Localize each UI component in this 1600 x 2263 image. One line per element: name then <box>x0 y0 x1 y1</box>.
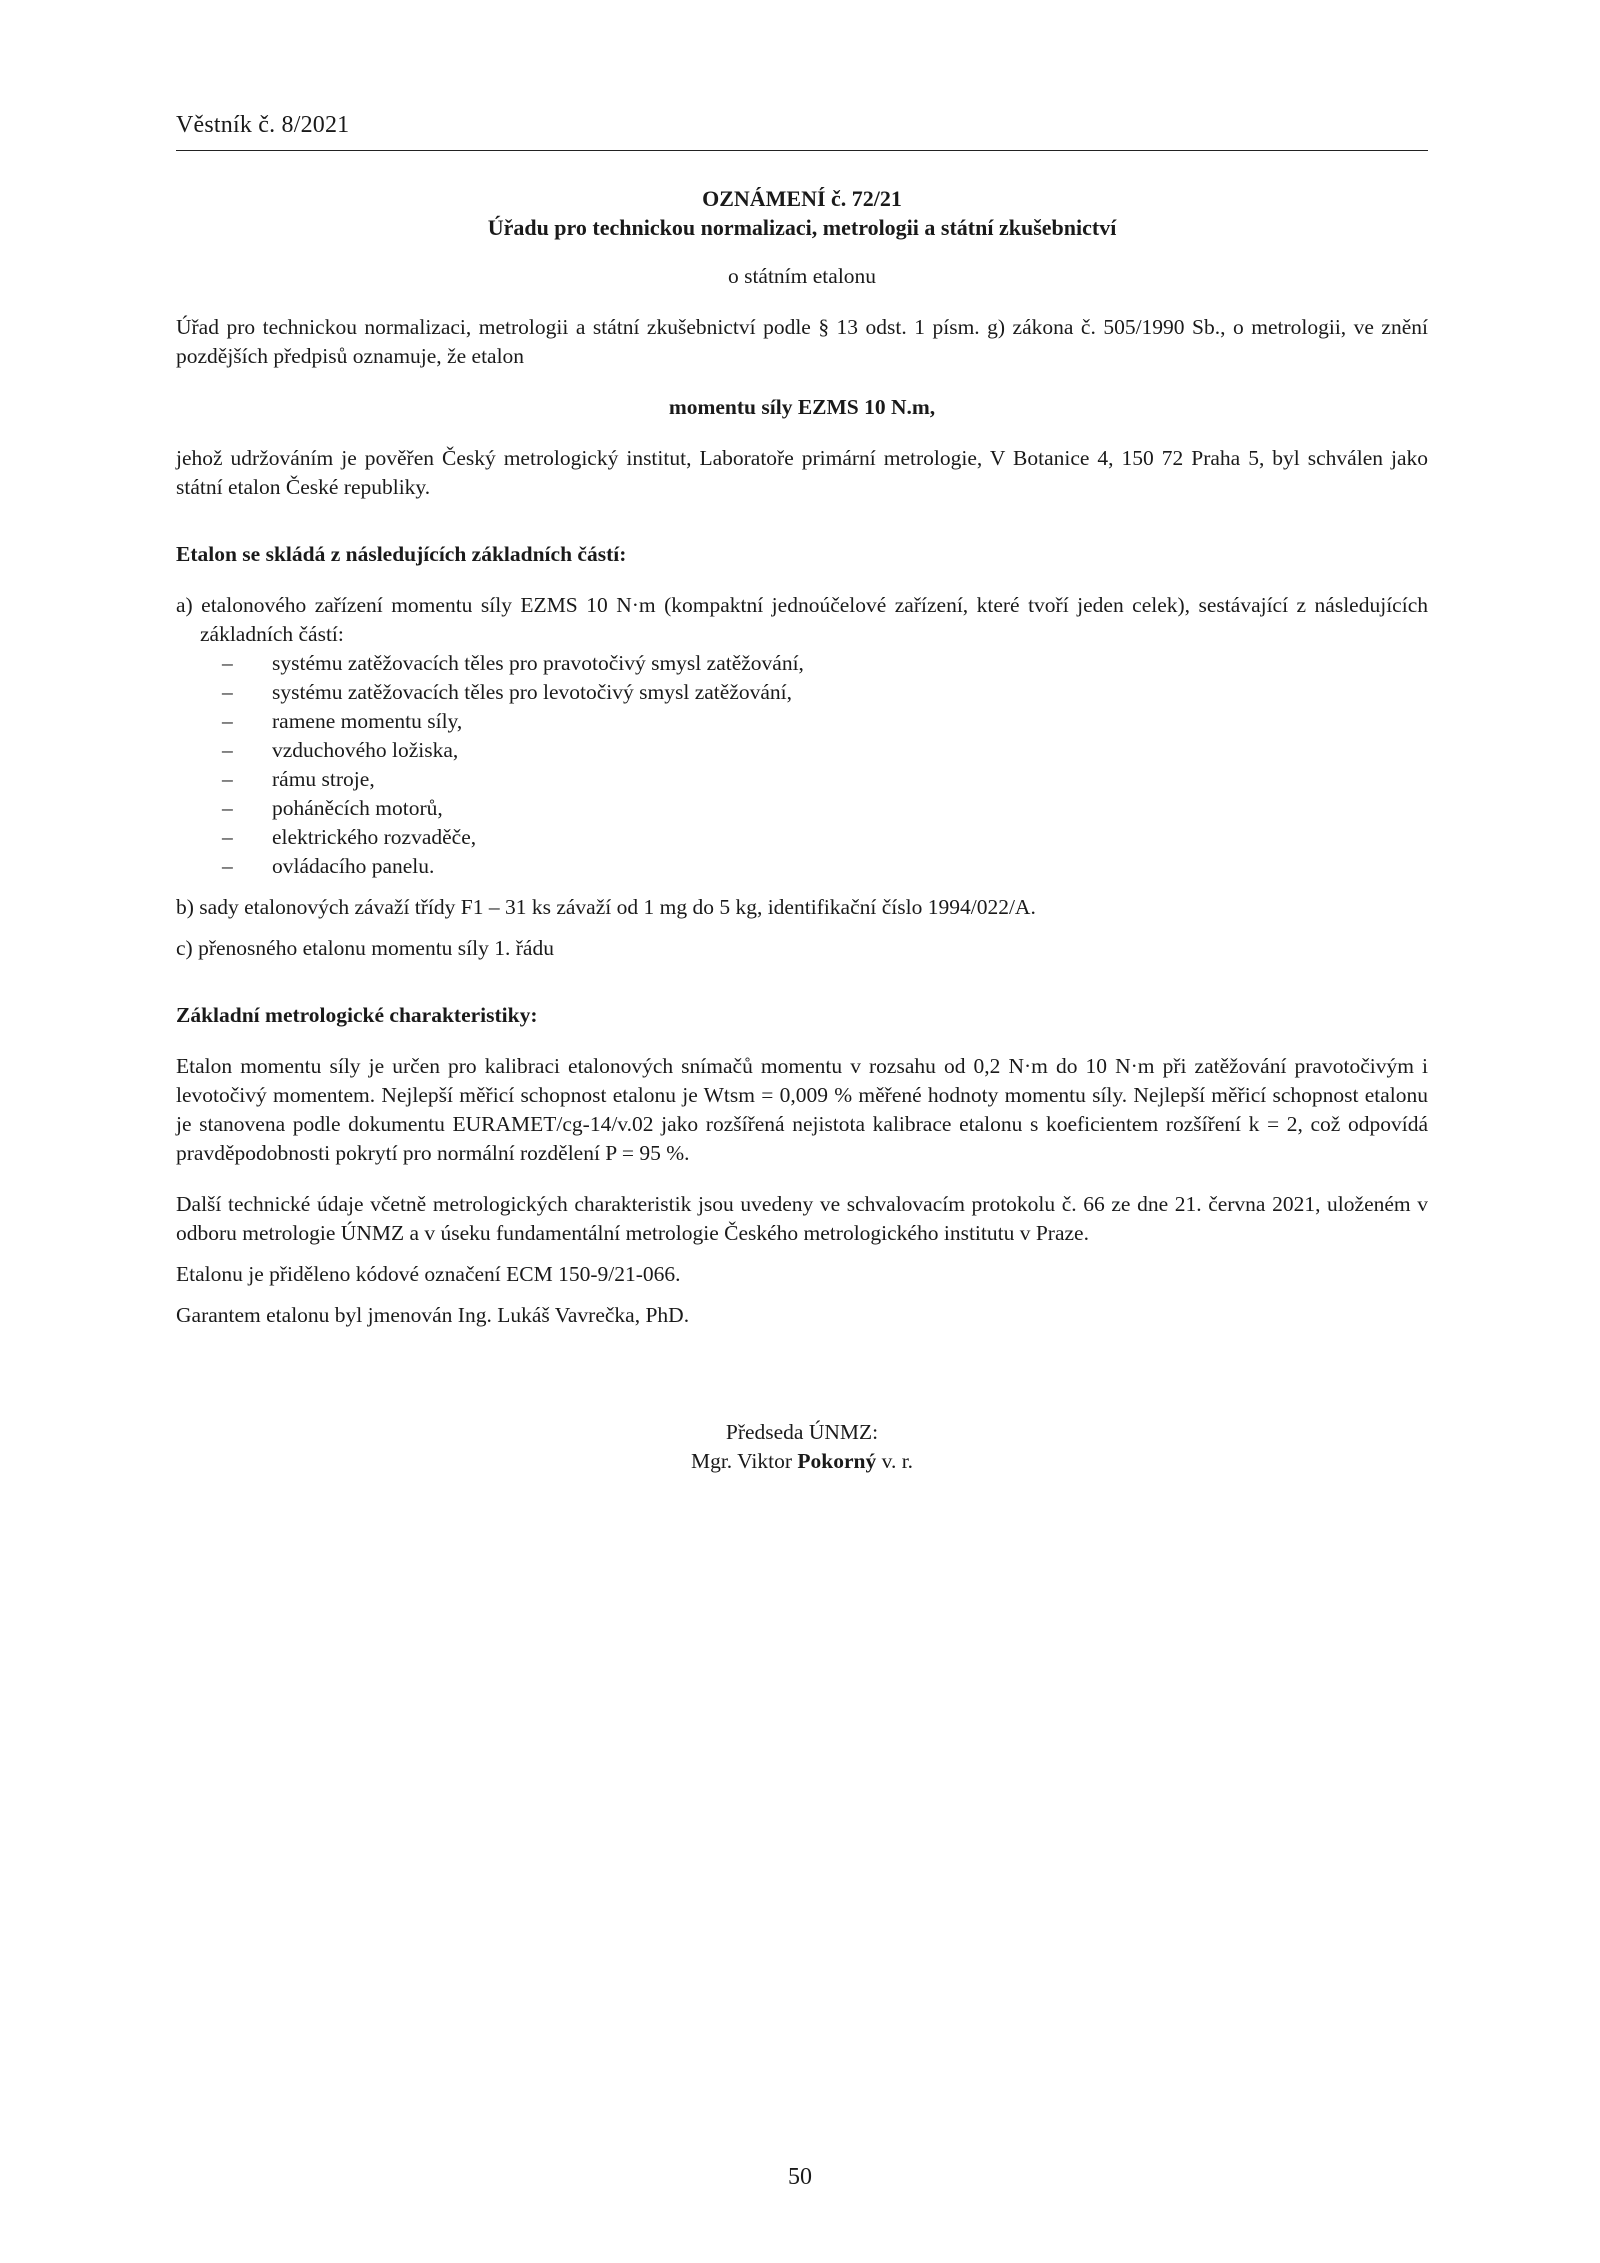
dash-marker: – <box>222 738 233 762</box>
announcement-body <box>176 184 1428 1476</box>
signature-block <box>176 1418 1428 1476</box>
etalon-name: momentu síly EZMS 10 N.m, <box>668 395 936 419</box>
part-a-list <box>176 649 1428 881</box>
further-data-paragraph: Další technické údaje včetně metrologických charakteristik jsou uvedeny ve schvalovacím protokolu č. 66 ze dne 21. června 2021, uloženém v odboru metrologie ÚNMZ a v úseku fundamentální metrologie Českého metrologického institutu v Praze. <box>176 1192 1428 1245</box>
signatory-role: Předseda ÚNMZ: <box>725 1420 879 1444</box>
announcement-subtitle: o státním etalonu <box>727 264 877 288</box>
parts-heading: Etalon se skládá z následujících základních částí: <box>176 542 627 566</box>
list-item: – vzduchového ložiska, <box>176 736 1428 765</box>
issuing-office: Úřadu pro technickou normalizaci, metrologii a státní zkušebnictví <box>487 215 1117 240</box>
journal-issue: Věstník č. 8/2021 <box>176 112 350 138</box>
page-number: 50 <box>788 2164 812 2190</box>
list-item: – poháněcích motorů, <box>176 794 1428 823</box>
characteristics-heading: Základní metrologické charakteristiky: <box>176 1003 538 1027</box>
intro-paragraph: Úřad pro technickou normalizaci, metrologii a státní zkušebnictví podle § 13 odst. 1 písm. g) zákona č. 505/1990 Sb., o metrologii, ve znění pozdějších předpisů oznamuje, že etalon <box>176 315 1428 368</box>
list-item: – systému zatěžovacích těles pro levotočivý smysl zatěžování, <box>176 678 1428 707</box>
part-b-text: b) sady etalonových závaží třídy F1 – 31 ks závaží od 1 mg do 5 kg, identifikační číslo 1994/022/A. <box>176 895 1036 919</box>
list-item: – ovládacího panelu. <box>176 852 1428 881</box>
code-designation: Etalonu je přiděleno kódové označení ECM 150-9/21-066. <box>176 1262 681 1286</box>
list-item: – ramene momentu síly, <box>176 707 1428 736</box>
dash-marker: – <box>222 709 233 733</box>
signatory-name: Mgr. Viktor Pokorný v. r. <box>690 1449 914 1473</box>
dash-marker: – <box>222 767 233 791</box>
dash-marker: – <box>222 796 233 820</box>
guarantor-paragraph: Garantem etalonu byl jmenován Ing. Lukáš Vavrečka, PhD. <box>176 1303 690 1327</box>
characteristics-paragraph: Etalon momentu síly je určen pro kalibraci etalonových snímačů momentu v rozsahu od 0,2 N·m do 10 N·m při zatěžování pravotočivým i levotočivý momentem. Nejlepší měřicí schopnost etalonu je Wtsm = 0,009 % měřené hodnoty momentu síly. Nejlepší měřicí schopnost etalonu je stanovena podle dokumentu EURAMET/cg-14/v.02 jako rozšířená nejistota kalibrace etalonu s koeficientem rozšíření k = 2, což odpovídá pravděpodobnosti pokrytí pro normální rozdělení P = 95 %. <box>176 1054 1428 1165</box>
dash-marker: – <box>222 651 233 675</box>
part-a-text: a) etalonového zařízení momentu síly EZMS 10 N·m (kompaktní jednoúčelové zařízení, které tvoří jeden celek), sestávající z následujících základních částí: <box>176 593 1428 646</box>
part-c-text: c) přenosného etalonu momentu síly 1. řádu <box>176 936 554 960</box>
dash-marker: – <box>222 680 233 704</box>
list-item: – elektrického rozvaděče, <box>176 823 1428 852</box>
list-item: – rámu stroje, <box>176 765 1428 794</box>
dash-marker: – <box>222 854 233 878</box>
announcement-title: OZNÁMENÍ č. 72/21 <box>702 186 902 211</box>
running-header <box>176 112 1428 151</box>
list-item: – systému zatěžovacích těles pro pravotočivý smysl zatěžování, <box>176 649 1428 678</box>
custodian-paragraph: jehož udržováním je pověřen Český metrologický institut, Laboratoře primární metrologie, V Botanice 4, 150 72 Praha 5, byl schválen jako státní etalon České republiky. <box>176 446 1428 499</box>
dash-marker: – <box>222 825 233 849</box>
